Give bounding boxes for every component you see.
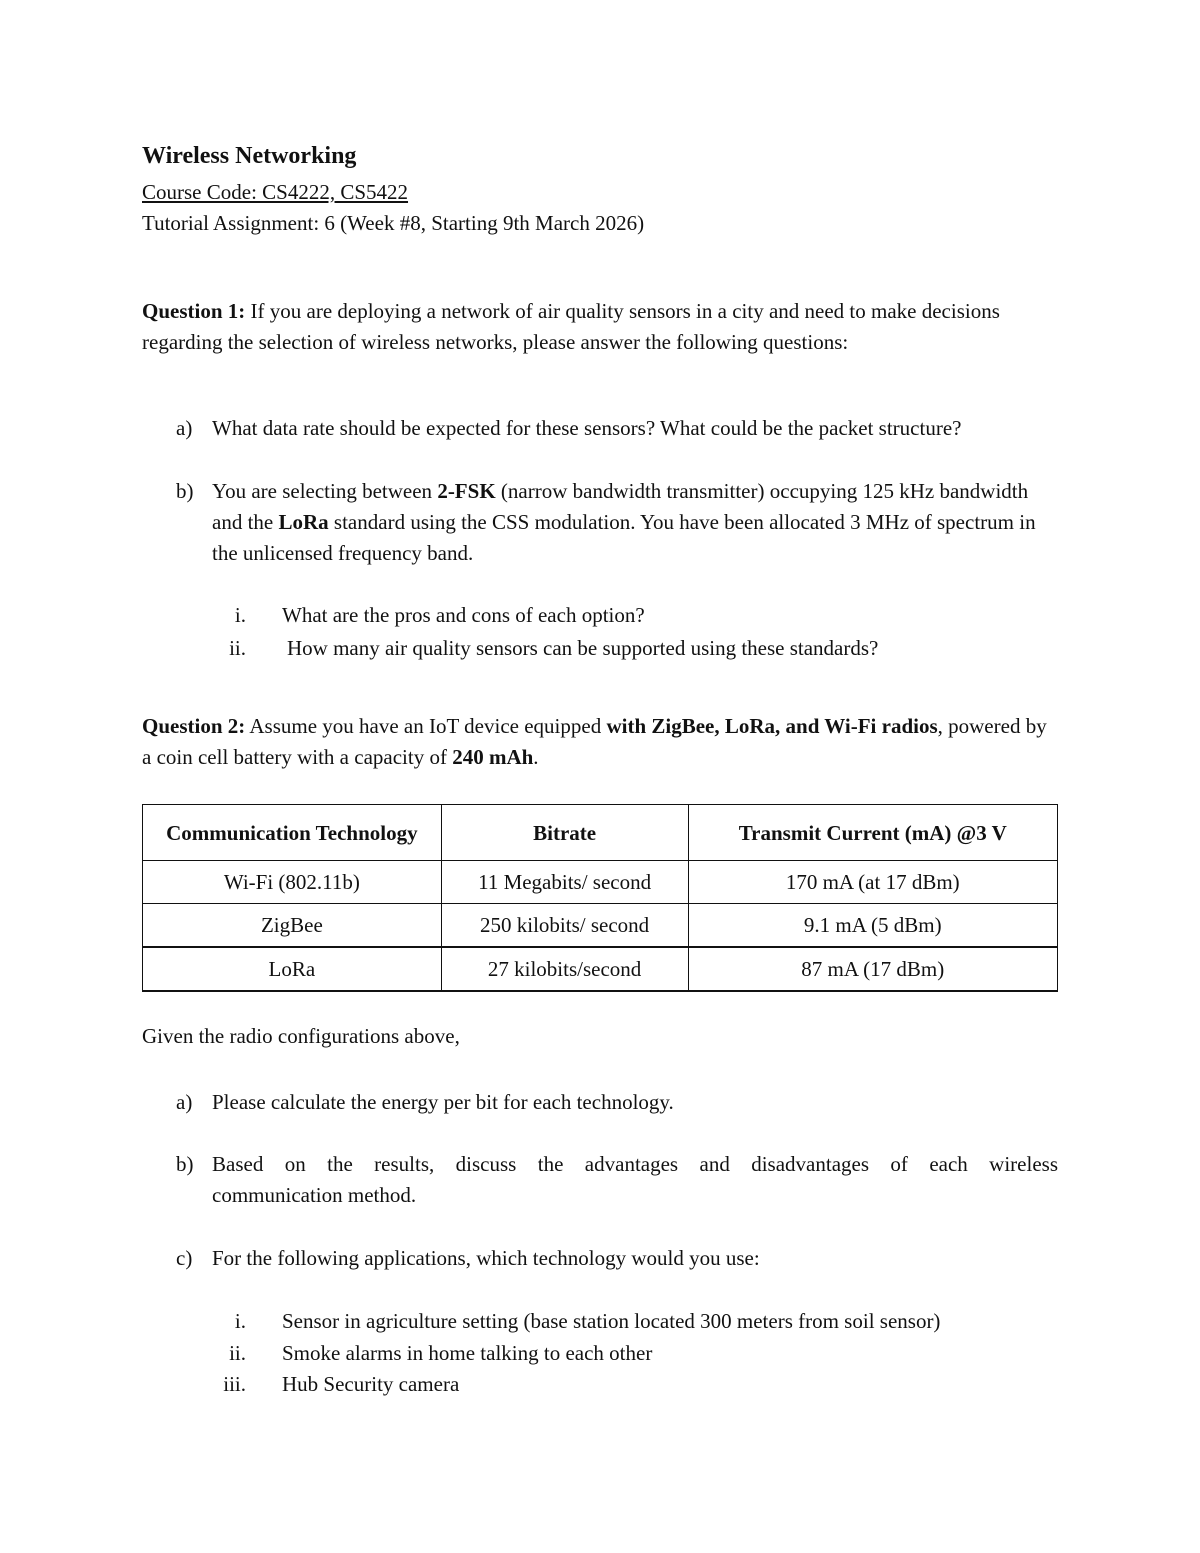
assignment-info: Tutorial Assignment: 6 (Week #8, Starting 9th March 2026): [142, 211, 645, 235]
question-2-intro: [142, 711, 1058, 773]
q1-b-mid: (narrow bandwidth transmitter) occupying 125 kHz bandwidth and the: [212, 479, 1029, 534]
table-header-row: [143, 805, 1058, 861]
q2-mid: , powered by a coin cell battery with a capacity of: [142, 714, 1047, 769]
q1-b-pre: You are selecting between: [212, 479, 438, 503]
table-cell: LoRa: [143, 947, 442, 991]
q1-b-post: standard using the CSS modulation. You have been allocated 3 MHz of spectrum in the unlicensed frequency band.: [212, 510, 1036, 565]
q1-b-fsk: 2-FSK: [437, 479, 496, 503]
q2-c-i-text: Sensor in agriculture setting (base station located 300 meters from soil sensor): [282, 1309, 941, 1333]
table-row: [143, 947, 1058, 991]
question-1-b: [176, 476, 1092, 571]
table-header-bitrate: Bitrate: [441, 805, 688, 861]
q2-capacity: 240 mAh: [452, 745, 534, 769]
q2-c-ii-num: ii.: [229, 1341, 246, 1365]
q2-radios: with ZigBee, LoRa, and Wi-Fi radios: [606, 714, 938, 738]
q1-b-lora: LoRa: [278, 510, 329, 534]
q2-a-label: a): [176, 1090, 193, 1114]
q1-b-ii-num: ii.: [229, 636, 246, 660]
q1-b-ii-text: How many air quality sensors can be supported using these standards?: [287, 636, 879, 660]
q1-b-text: [212, 476, 1052, 569]
q2-b-label: b): [176, 1152, 194, 1176]
q1-a-text: What data rate should be expected for these sensors? What could be the packet structure?: [212, 416, 962, 440]
table-cell: 9.1 mA (5 dBm): [688, 904, 1058, 948]
table-header-technology: Communication Technology: [143, 805, 442, 861]
table-header-current: Transmit Current (mA) @3 V: [688, 805, 1058, 861]
q1-b-i-text: What are the pros and cons of each option?: [282, 603, 645, 627]
q2-c-label: c): [176, 1246, 193, 1270]
q2-c-iii-text: Hub Security camera: [282, 1372, 460, 1396]
table-cell: 87 mA (17 dBm): [688, 947, 1058, 991]
q1-b-label: b): [176, 479, 194, 503]
question-2-b: [176, 1149, 1058, 1213]
table-cell: ZigBee: [143, 904, 442, 948]
table-cell: 170 mA (at 17 dBm): [688, 861, 1058, 904]
table-cell: 11 Megabits/ second: [441, 861, 688, 904]
q2-c-i-num: i.: [234, 1309, 246, 1333]
radio-config-table: [142, 804, 1058, 992]
q2-b-line-1: Based on the results, discuss the advantages and disadvantages of each wireless: [212, 1152, 1058, 1176]
given-text: Given the radio configurations above,: [142, 1024, 460, 1048]
question-1-intro: [142, 296, 1058, 358]
q1-b-i-num: i.: [234, 603, 246, 627]
q2-c-text: For the following applications, which technology would you use:: [212, 1246, 760, 1270]
table-cell: Wi-Fi (802.11b): [143, 861, 442, 904]
q2-post: .: [533, 745, 539, 769]
q2-c-ii-text: Smoke alarms in home talking to each other: [282, 1341, 653, 1365]
q1-a-label: a): [176, 416, 193, 440]
q2-c-iii-num: iii.: [223, 1372, 246, 1396]
question-2-label: Question 2:: [142, 714, 246, 738]
question-1-text: If you are deploying a network of air quality sensors in a city and need to make decisions regarding the selection of wireless networks, please answer the following questions:: [142, 299, 1000, 354]
table-cell: 250 kilobits/ second: [441, 904, 688, 948]
table-cell: 27 kilobits/second: [441, 947, 688, 991]
q2-pre: Assume you have an IoT device equipped: [245, 714, 607, 738]
document-title: Wireless Networking: [142, 143, 357, 169]
question-1-label: Question 1:: [142, 299, 246, 323]
course-code: Course Code: CS4222, CS5422: [142, 180, 409, 204]
q2-b-line-2: communication method.: [212, 1183, 417, 1207]
table-row: [143, 904, 1058, 948]
q2-a-text: Please calculate the energy per bit for each technology.: [212, 1090, 674, 1114]
table-row: [143, 861, 1058, 904]
